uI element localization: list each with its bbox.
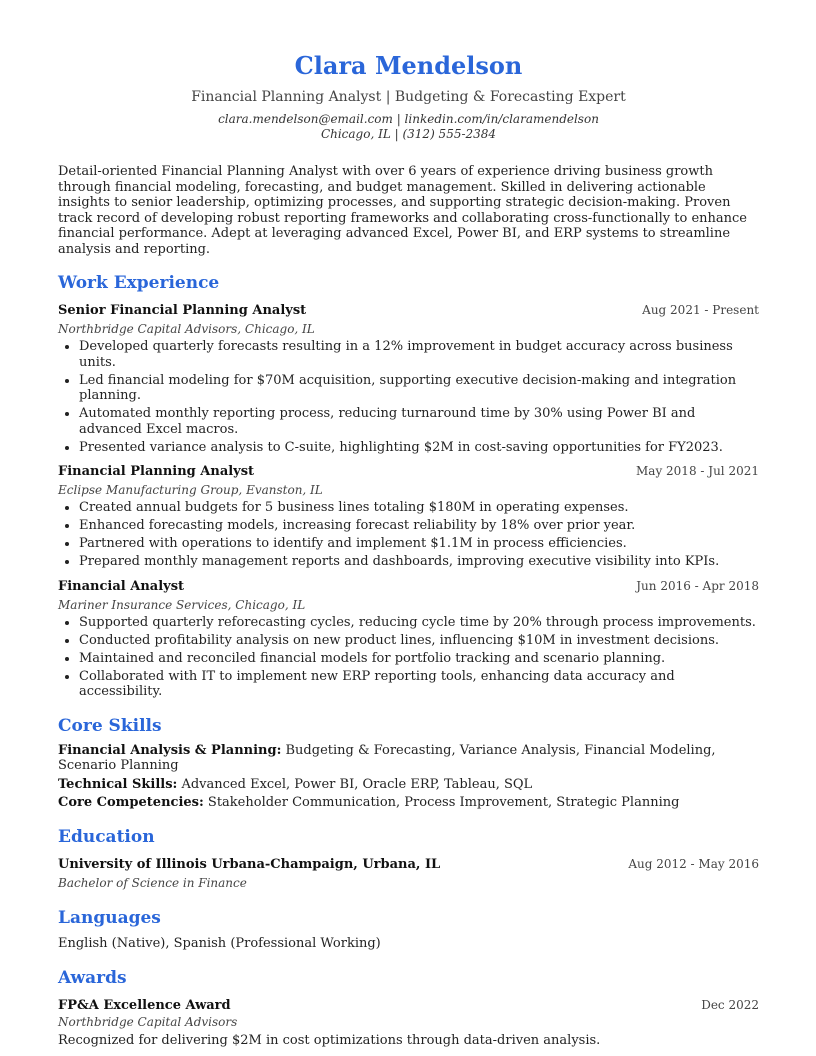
bullet-item: • Led financial modeling for $70M acquisition, supporting executive decision-making and integration planning. bbox=[79, 373, 759, 404]
skill-value: Stakeholder Communication, Process Improvement, Strategic Planning bbox=[203, 795, 680, 810]
skill-label: Financial Analysis & Planning: bbox=[58, 742, 282, 758]
section-title-core-skills: Core Skills bbox=[58, 715, 162, 736]
contact-line-email-linkedin: clara.mendelson@email.com | linkedin.com/in/claramendelson bbox=[218, 112, 599, 126]
award-organization: Northbridge Capital Advisors bbox=[58, 1014, 238, 1029]
job-bullets bbox=[58, 339, 759, 455]
skills-list bbox=[58, 743, 759, 811]
job-entry bbox=[58, 463, 759, 570]
skill-value: Budgeting & Forecasting, Variance Analysis, Financial Modeling, Scenario Planning bbox=[58, 742, 716, 773]
professional-summary: Detail-oriented Financial Planning Analyst with over 6 years of experience driving business growth through financial modeling, forecasting, and budget management. Skilled in delivering actionable insights to senior leadership, optimizing processes, and supporting strategic decision-making. Proven track record of developing robust reporting frameworks and collaborating cross-functionally to enhance financial performance. Adept at leveraging advanced Excel, Power BI, and ERP systems to streamline analysis and reporting. bbox=[58, 164, 747, 257]
job-entry bbox=[58, 302, 759, 455]
contact-line-location-phone: Chicago, IL | (312) 555-2384 bbox=[320, 127, 497, 141]
skill-label: Technical Skills: bbox=[58, 776, 178, 792]
bullet-item: • Created annual budgets for 5 business lines totaling $180M in operating expenses. bbox=[79, 500, 759, 516]
bullet-item: • Partnered with operations to identify and implement $1.1M in process efficiencies. bbox=[79, 536, 759, 552]
job-role: Senior Financial Planning Analyst bbox=[58, 303, 307, 318]
bullet-item: • Developed quarterly forecasts resulting in a 12% improvement in budget accuracy across business units. bbox=[79, 339, 759, 370]
bullet-item: • Presented variance analysis to C-suite, highlighting $2M in cost-saving opportunities for FY2023. bbox=[79, 440, 759, 456]
skill-value: Advanced Excel, Power BI, Oracle ERP, Tableau, SQL bbox=[177, 776, 533, 792]
bullet-item: • Maintained and reconciled financial models for portfolio tracking and scenario planning. bbox=[79, 651, 759, 667]
job-entry bbox=[58, 578, 759, 700]
section-title-education: Education bbox=[58, 826, 155, 847]
candidate-name: Clara Mendelson bbox=[294, 51, 523, 80]
degree: Bachelor of Science in Finance bbox=[58, 875, 247, 890]
skill-line bbox=[58, 777, 759, 793]
award-name: FP&A Excellence Award bbox=[58, 997, 231, 1013]
bullet-item: • Conducted profitability analysis on new product lines, influencing $10M in investment decisions. bbox=[79, 633, 759, 649]
job-role: Financial Analyst bbox=[58, 578, 185, 594]
job-company: Northbridge Capital Advisors, Chicago, IL bbox=[58, 322, 315, 336]
award-date: Dec 2022 bbox=[701, 997, 759, 1012]
award-description: Recognized for delivering $2M in cost optimizations through data-driven analysis. bbox=[58, 1032, 601, 1048]
section-title-languages: Languages bbox=[58, 907, 161, 928]
job-company: Eclipse Manufacturing Group, Evanston, IL bbox=[58, 483, 323, 497]
bullet-item: • Supported quarterly reforecasting cycles, reducing cycle time by 20% through process improvements. bbox=[79, 615, 759, 631]
job-bullets bbox=[58, 615, 759, 700]
skill-label: Core Competencies: bbox=[58, 795, 204, 810]
job-company: Mariner Insurance Services, Chicago, IL bbox=[58, 597, 306, 612]
bullet-item: • Prepared monthly management reports and dashboards, improving executive visibility into KPIs. bbox=[79, 554, 759, 570]
bullet-item: • Automated monthly reporting process, reducing turnaround time by 30% using Power BI and advanced Excel macros. bbox=[79, 406, 759, 437]
job-bullets bbox=[58, 500, 759, 570]
bullet-item: • Enhanced forecasting models, increasing forecast reliability by 18% over prior year. bbox=[79, 518, 759, 534]
languages-text: English (Native), Spanish (Professional Working) bbox=[58, 935, 381, 951]
award-entry bbox=[58, 997, 759, 1048]
headline: Financial Planning Analyst | Budgeting & Forecasting Expert bbox=[191, 89, 626, 105]
skill-line bbox=[58, 743, 759, 774]
school-name: University of Illinois Urbana-Champaign, Urbana, IL bbox=[58, 856, 441, 872]
bullet-item: • Collaborated with IT to implement new ERP reporting tools, enhancing data accuracy and accessibility. bbox=[79, 669, 759, 700]
job-dates: May 2018 - Jul 2021 bbox=[636, 464, 759, 478]
section-title-work-experience: Work Experience bbox=[58, 273, 220, 293]
section-title-awards: Awards bbox=[58, 967, 127, 988]
education-entry bbox=[58, 856, 759, 892]
resume-page bbox=[58, 50, 759, 1048]
job-dates: Jun 2016 - Apr 2018 bbox=[636, 578, 759, 593]
job-dates: Aug 2021 - Present bbox=[642, 303, 759, 317]
skill-line bbox=[58, 795, 759, 811]
job-role: Financial Planning Analyst bbox=[58, 464, 255, 479]
education-dates: Aug 2012 - May 2016 bbox=[628, 856, 759, 871]
